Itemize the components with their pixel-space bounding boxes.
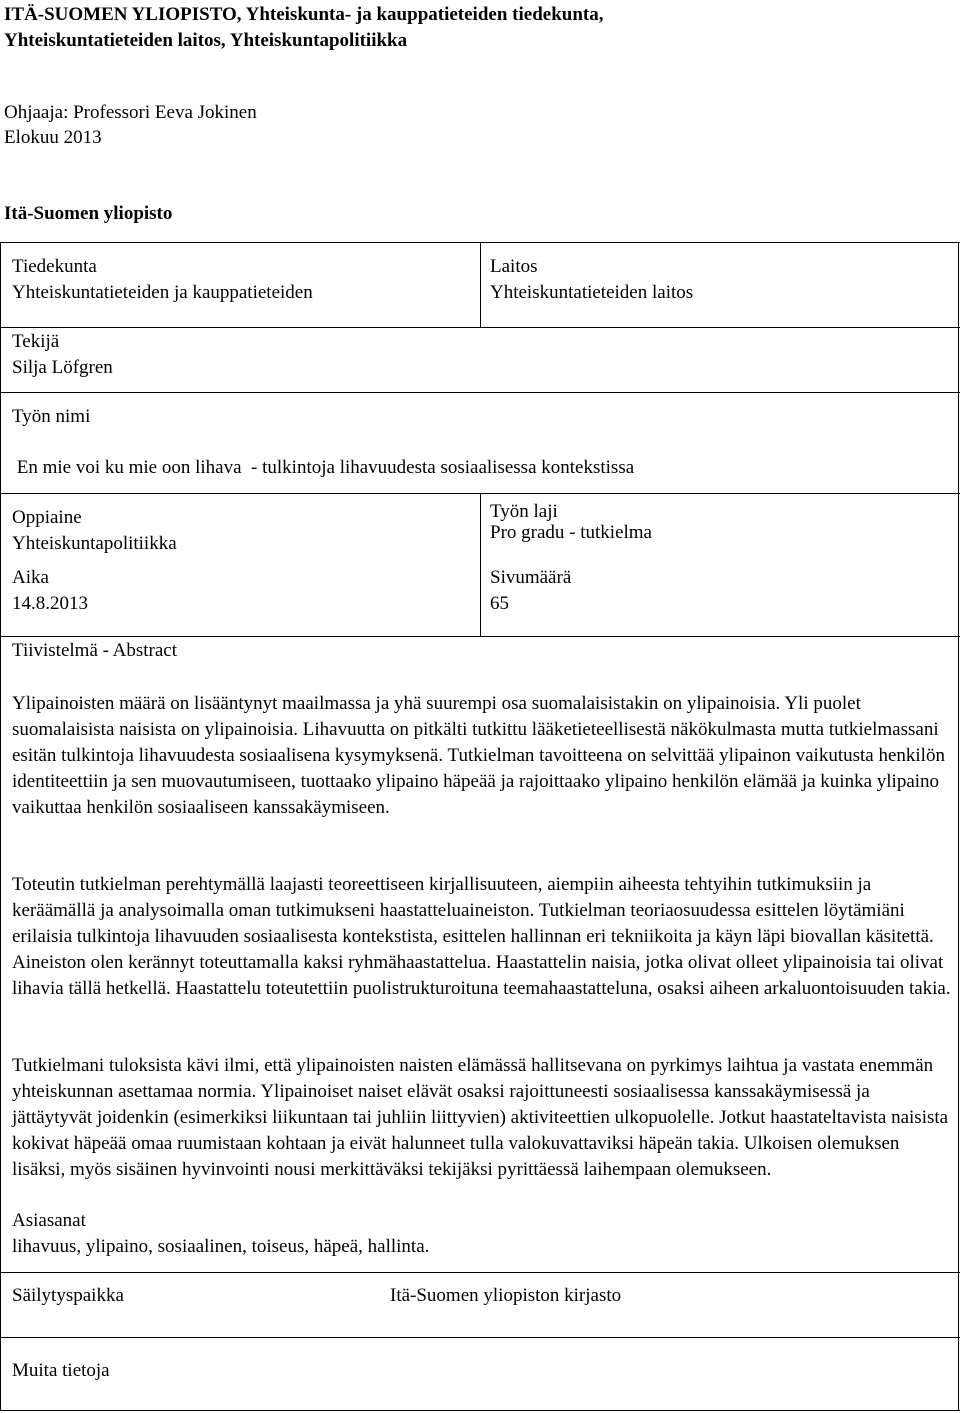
- subject-label: Oppiaine: [12, 507, 82, 528]
- storage-value: Itä-Suomen yliopiston kirjasto: [390, 1285, 622, 1306]
- keywords-label: Asiasanat: [12, 1210, 86, 1231]
- pages-value: 65: [490, 593, 509, 614]
- department-value: Yhteiskuntatieteiden laitos: [490, 282, 694, 303]
- author-value: Silja Löfgren: [12, 357, 113, 378]
- pages-label: Sivumäärä: [490, 567, 572, 588]
- department-label: Laitos: [490, 256, 538, 277]
- university-name: Itä-Suomen yliopisto: [4, 203, 173, 224]
- time-label: Aika: [12, 567, 49, 588]
- abstract-paragraph-3: Tutkielmani tuloksista kävi ilmi, että ylipainoisten naisten elämässä hallitsevana on pyrkimys laihtua ja vastata enemmän yhteiskunnan asettamaa normia. Ylipainoiset naiset elävät osaksi rajoittuneesti sosiaalisessa kanssakäymisessä ja jättäytyvät joidenkin (esimerkiksi liikuntaan tai juhliin liittyvien) aktiviteettien ulkopuolelle. Jotkut haastateltavista naisista kokivat häpeää omaa ruumistaan kohtaan ja eivät halunneet tulla valokuvattaviksi häpeän takia. Ulkoisen olemuksen lisäksi, myös sisäinen hyvinvointi nousi merkittäväksi tekijäksi pyrittäessä laihempaan olemukseen.: [12, 1055, 949, 1180]
- title-label: Työn nimi: [12, 406, 91, 427]
- date-line: Elokuu 2013: [4, 127, 102, 148]
- faculty-value: Yhteiskuntatieteiden ja kauppatieteiden: [12, 282, 313, 303]
- supervisor: Ohjaaja: Professori Eeva Jokinen: [4, 102, 257, 123]
- abstract-label: Tiivistelmä - Abstract: [12, 640, 178, 661]
- subject-value: Yhteiskuntapolitiikka: [12, 533, 177, 554]
- header-line-1: ITÄ-SUOMEN YLIOPISTO, Yhteiskunta- ja kauppatieteiden tiedekunta,: [4, 4, 604, 25]
- worktype-value: Pro gradu - tutkielma: [490, 522, 652, 543]
- keywords-value: lihavuus, ylipaino, sosiaalinen, toiseus, häpeä, hallinta.: [12, 1236, 430, 1257]
- thesis-title: En mie voi ku mie oon lihava - tulkintoja lihavuudesta sosiaalisessa kontekstissa: [12, 457, 635, 478]
- abstract-paragraph-1: Ylipainoisten määrä on lisääntynyt maailmassa ja yhä suurempi osa suomalaisistakin on ylipainoisia. Yli puolet suomalaisista naisista on ylipainoisia. Lihavuutta on pitkälti tutkittu lääketieteellisestä näkökulmasta mutta tutkielmassani esitän tulkintoja lihavuudesta sosiaalisena kysymyksenä. Tutkielman tavoitteena on selvittää ylipainon vaikutusta henkilön identiteettiin ja sen muovautumiseen, tuottaako ylipaino häpeää ja rajoittaako ylipaino henkilön elämää ja kuinka ylipaino vaikuttaa henkilön sosiaaliseen kanssakäymiseen.: [12, 693, 945, 818]
- worktype-label: Työn laji: [490, 501, 558, 522]
- time-value: 14.8.2013: [12, 593, 88, 614]
- faculty-label: Tiedekunta: [12, 256, 97, 277]
- other-info-label: Muita tietoja: [12, 1360, 110, 1381]
- header-line-2: Yhteiskuntatieteiden laitos, Yhteiskuntapolitiikka: [4, 30, 408, 51]
- abstract-paragraph-2: Toteutin tutkielman perehtymällä laajasti teoreettiseen kirjallisuuteen, aiempiin aiheesta tehtyihin tutkimuksiin ja keräämällä ja analysoimalla oman tutkimukseni haastatteluaineiston. Tutkielman teoriaosuudessa esittelen löytämiäni erilaisia tulkintoja lihavuuden sosiaalisesta kontekstista, esittelen hallinnan eri tekniikoita ja käyn läpi biovallan käsitettä. Aineiston olen kerännyt toteuttamalla kaksi ryhmähaastattelua. Haastattelin naisia, jotka olivat olleet ylipainoisia tai olivat lihavia tällä hetkellä. Haastattelu toteutettiin puolistrukturoituna teemahaastatteluna, osaksi aiheen arkaluontoisuuden takia.: [12, 874, 951, 999]
- author-label: Tekijä: [12, 331, 60, 352]
- storage-label: Säilytyspaikka: [12, 1285, 124, 1306]
